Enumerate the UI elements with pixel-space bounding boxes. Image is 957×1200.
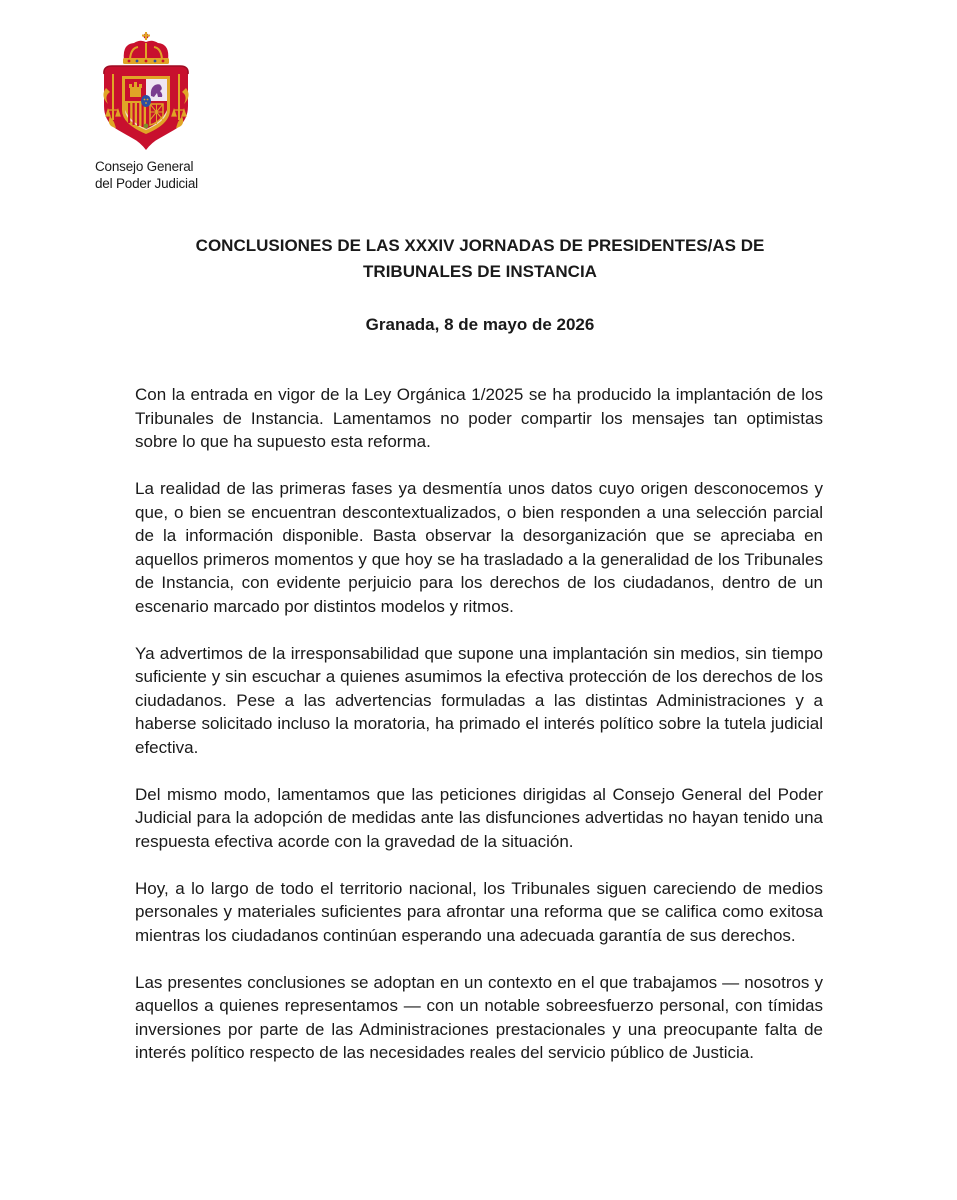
organization-name-line-1: Consejo General [95,159,194,174]
document-title: CONCLUSIONES DE LAS XXXIV JORNADAS DE PRESIDENTES/AS DE TRIBUNALES DE INSTANCIA [195,236,765,281]
paragraph: Con la entrada en vigor de la Ley Orgánica 1/2025 se ha producido la implantación de los Tribunales de Instancia. Lamentamos no poder compartir los mensajes tan optimistas sobre lo que ha supuesto esta reforma. [135,385,823,451]
organization-name-line-2: del Poder Judicial [95,176,198,191]
paragraph: Hoy, a lo largo de todo el territorio nacional, los Tribunales siguen careciendo de medios personales y materiales suficientes para afrontar una reforma que se califica como exitosa mientras los ciudadanos continúan esperando una adecuada garantía de sus derechos. [135,878,823,945]
crown-icon [123,32,169,64]
cgpj-coat-of-arms-icon [100,30,192,154]
paragraph: Del mismo modo, lamentamos que las peticiones dirigidas al Consejo General del Poder Judicial para la adopción de medidas ante las disfunciones advertidas no hayan tenido una respuesta efectiva acorde con la gravedad de la situación. [135,784,823,851]
paragraph: La realidad de las primeras fases ya desmentía unos datos cuyo origen desconocemos y que, o bien se encuentran descontextualizados, o bien responden a una selección parcial de la información disponible. Basta observar la desorganización que se apreciaba en aquellos primeros momentos y que hoy se ha trasladado a la generalidad de los Tribunales de Instancia, con evidente perjuicio para los derechos de los ciudadanos, dentro de un escenario marcado por distintos modelos y ritmos. [135,479,823,616]
place-and-date: Granada, 8 de mayo de 2026 [365,315,595,334]
document-body [135,383,823,1088]
paragraph: Las presentes conclusiones se adoptan en un contexto en el que trabajamos — nosotros y aquellos a quienes representamos — con un notable sobreesfuerzo personal, con tímidas inversiones por parte de las Administraciones prestacionales y una preocupante falta de interés político respecto de las necesidades reales del servicio público de Justicia. [135,972,823,1062]
paragraph: Ya advertimos de la irresponsabilidad que supone una implantación sin medios, sin tiempo suficiente y sin escuchar a quienes asumimos la efectiva protección de los derechos de los ciudadanos. Pese a las advertencias formuladas a las distintas Administraciones y a haberse solicitado incluso la moratoria, ha primado el interés político sobre la tutela judicial efectiva. [135,643,823,757]
organization-name [95,158,198,192]
